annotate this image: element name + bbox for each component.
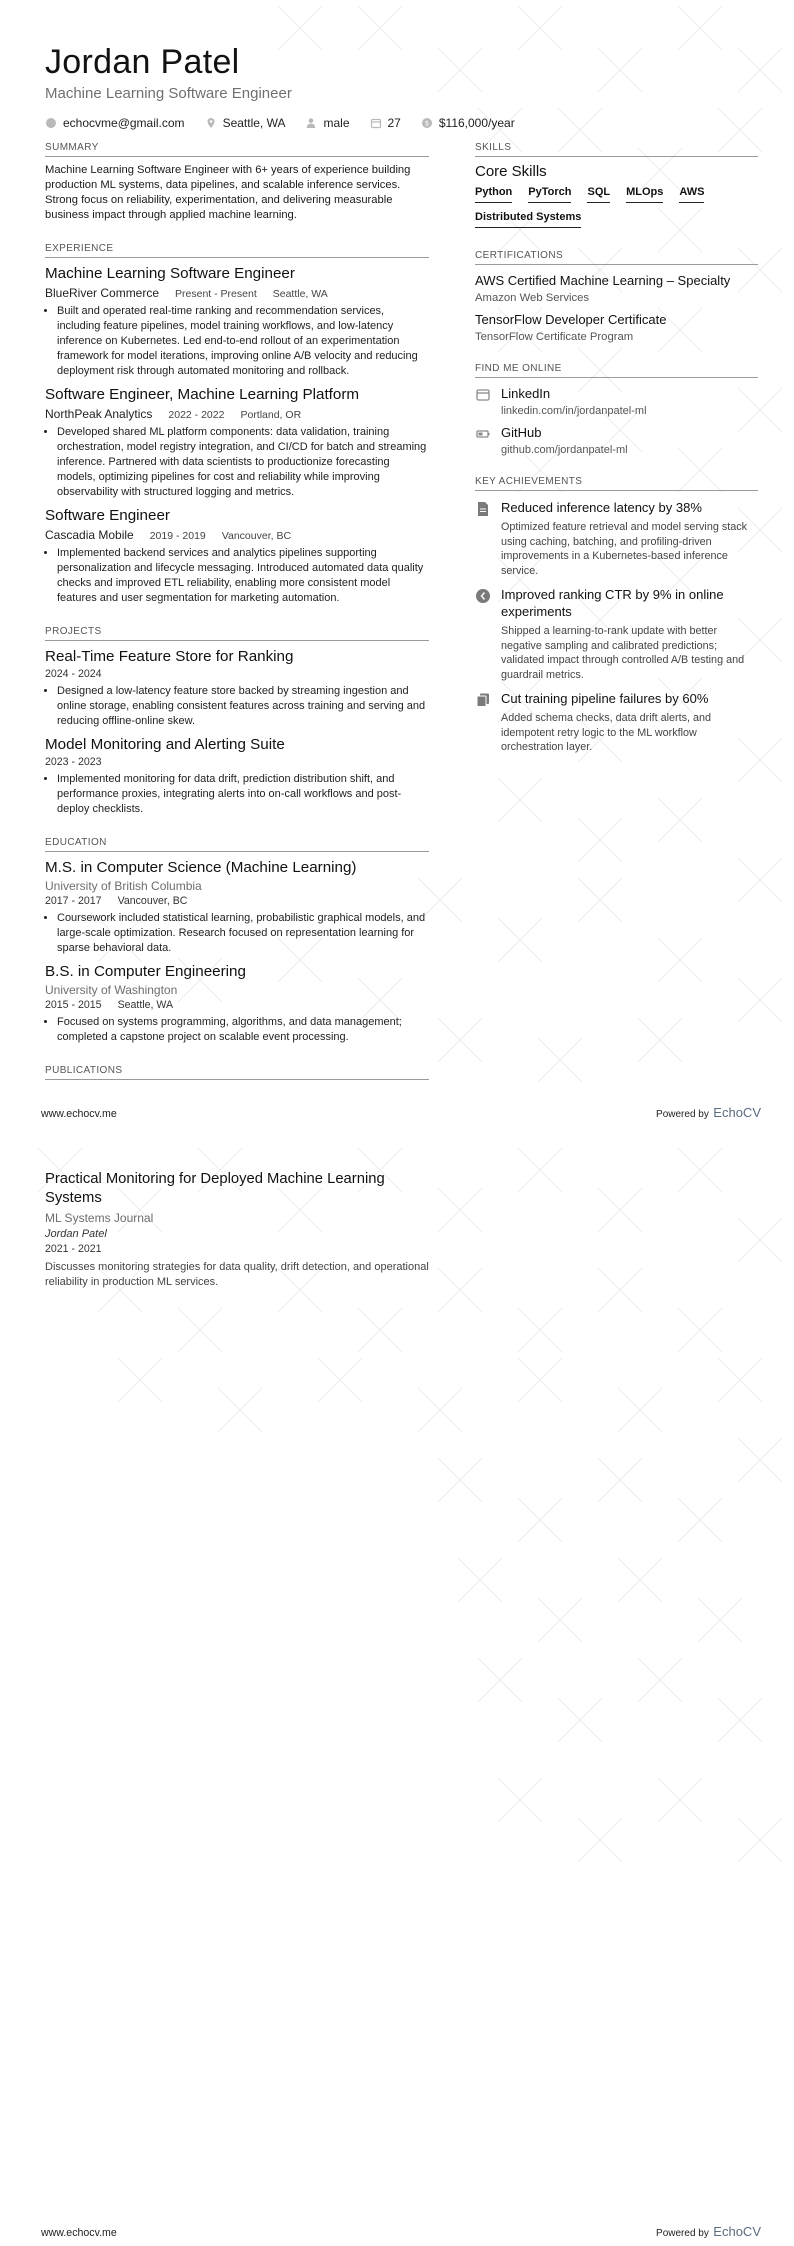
projects-heading: PROJECTS (45, 626, 429, 641)
calendar-icon (370, 117, 382, 129)
location-pin-icon (205, 117, 217, 129)
job-bullet: • Implemented backend services and analytics pipelines supporting personalization and lifecycle messaging. Introduced automated data quality checks and improved ETL reliability, enabling more consistent model features and user segmentation for marketing automation. (57, 546, 429, 606)
person-icon (305, 117, 317, 129)
online-github[interactable] (475, 425, 758, 456)
job-location: Vancouver, BC (221, 530, 292, 542)
experience-item (45, 385, 429, 500)
publication-description: Discusses monitoring strategies for data quality, drift detection, and operational reliability in production ML services. (45, 1261, 429, 1288)
achievements-heading: KEY ACHIEVEMENTS (475, 476, 758, 491)
job-meta (45, 528, 429, 542)
institution: University of Washington (45, 983, 178, 997)
contact-email[interactable]: echocvme@gmail.com (63, 116, 185, 130)
certification-item (475, 312, 758, 343)
achievement-item (475, 690, 758, 755)
publication-journal: ML Systems Journal (45, 1211, 154, 1225)
resume-header (45, 42, 755, 130)
job-title: Machine Learning Software Engineer (45, 265, 295, 282)
page-footer (41, 1104, 761, 1122)
project-bullet: • Implemented monitoring for data drift, prediction distribution shift, and performance proxies, integrating alerts into on-call workflows and post-deploy checklists. (57, 772, 429, 817)
education-dates: 2015 - 2015 (45, 999, 102, 1011)
linkedin-icon (475, 387, 491, 403)
job-title: Software Engineer (45, 507, 170, 524)
left-column (45, 142, 429, 1086)
education-heading: EDUCATION (45, 837, 429, 852)
skills-heading: SKILLS (475, 142, 758, 157)
job-company: NorthPeak Analytics (45, 407, 153, 421)
email-icon (45, 117, 57, 129)
experience-item (45, 264, 429, 379)
job-bullet: • Developed shared ML platform components: data validation, training orchestration, model registry integration, and CI/CD for batch and streaming inference. Partnered with data scientists to productionize forecasting models, optimizing pipelines for cost and reliability while improving observability with structured logging and metrics. (57, 425, 429, 500)
education-meta (45, 895, 429, 907)
copy-icon (475, 692, 491, 708)
job-dates: 2022 - 2022 (168, 409, 225, 421)
job-dates: Present - Present (175, 288, 257, 300)
online-name: LinkedIn (501, 386, 551, 401)
online-linkedin[interactable] (475, 386, 758, 417)
online-heading: FIND ME ONLINE (475, 363, 758, 378)
job-company: BlueRiver Commerce (45, 286, 160, 300)
salary-icon (421, 117, 433, 129)
badge-icon (475, 588, 491, 604)
contact-salary: $116,000/year (438, 116, 515, 130)
job-dates: 2019 - 2019 (149, 530, 206, 542)
document-icon (475, 501, 491, 517)
skills-subheading: Core Skills (475, 163, 547, 180)
footer-powered (656, 2223, 761, 2241)
online-url[interactable]: github.com/jordanpatel-ml (501, 444, 628, 456)
skill-tag: PyTorch (528, 186, 571, 203)
education-location: Vancouver, BC (117, 895, 188, 907)
footer-site-link[interactable]: www.echocv.me (41, 1108, 117, 1120)
education-dates: 2017 - 2017 (45, 895, 102, 907)
project-title: Real-Time Feature Store for Ranking (45, 648, 294, 665)
publication-item (45, 1170, 429, 1290)
contact-gender: male (323, 116, 350, 130)
skills-list (475, 186, 758, 228)
achievement-item (475, 586, 758, 682)
achievement-title: Reduced inference latency by 38% (501, 500, 702, 515)
project-item (45, 647, 429, 729)
experience-heading: EXPERIENCE (45, 243, 429, 258)
education-item (45, 962, 429, 1045)
education-bullet: • Focused on systems programming, algorithms, and data management; completed a capstone project on scalable event processing. (57, 1015, 429, 1045)
achievement-description: Optimized feature retrieval and model serving stack using caching, batching, and profiling-driven improvements in a Kubernetes-based inference service. (501, 521, 748, 577)
institution: University of British Columbia (45, 879, 202, 893)
degree-title: M.S. in Computer Science (Machine Learning) (45, 859, 357, 876)
project-title: Model Monitoring and Alerting Suite (45, 736, 285, 753)
powered-by-label: Powered by (656, 1109, 709, 1120)
project-dates: 2024 - 2024 (45, 668, 102, 680)
skill-tag: Python (475, 186, 512, 203)
certification-item (475, 273, 758, 304)
project-item (45, 735, 429, 817)
certification-name: AWS Certified Machine Learning – Specialty (475, 273, 731, 288)
certification-name: TensorFlow Developer Certificate (475, 312, 667, 327)
right-column (475, 142, 758, 755)
powered-by-label: Powered by (656, 2228, 709, 2239)
online-name: GitHub (501, 425, 542, 440)
job-location: Seattle, WA (272, 288, 328, 300)
page-footer (41, 2223, 761, 2241)
certification-issuer: Amazon Web Services (475, 292, 590, 304)
candidate-role: Machine Learning Software Engineer (45, 85, 292, 102)
publication-author: Jordan Patel (45, 1228, 107, 1240)
certifications-heading: CERTIFICATIONS (475, 250, 758, 265)
contact-row (45, 116, 755, 130)
footer-powered (656, 1104, 761, 1122)
online-url[interactable]: linkedin.com/in/jordanpatel-ml (501, 405, 647, 417)
github-icon (475, 426, 491, 442)
contact-location: Seattle, WA (222, 116, 286, 130)
project-bullet: • Designed a low-latency feature store backed by streaming ingestion and online storage, enabling consistent features across training and serving and reducing offline-online skew. (57, 684, 429, 729)
svg-text:$: $ (424, 119, 430, 128)
summary-heading: SUMMARY (45, 142, 429, 157)
project-dates: 2023 - 2023 (45, 756, 102, 768)
degree-title: B.S. in Computer Engineering (45, 963, 246, 980)
footer-site-link[interactable]: www.echocv.me (41, 2227, 117, 2239)
publication-dates: 2021 - 2021 (45, 1243, 102, 1255)
education-location: Seattle, WA (117, 999, 174, 1011)
achievement-description: Shipped a learning-to-rank update with better negative sampling and calibrated predictions; validated impact through controlled A/B testing and guardrail metrics. (501, 625, 745, 681)
education-bullet: • Coursework included statistical learning, probabilistic graphical models, and large-scale optimization. Research focused on representation learning for sparse behavioral data. (57, 911, 429, 956)
brand-logo[interactable]: EchoCV (713, 1105, 761, 1120)
job-title: Software Engineer, Machine Learning Platform (45, 386, 360, 403)
resume-page-2 (0, 1125, 794, 2246)
job-bullet: • Built and operated real-time ranking and recommendation services, including feature pipelines, model training workflows, and low-latency inference on Kubernetes. Led end-to-end rollout of an experimentation framework for model iterations, improving online A/B velocity and reducing deployment risk through automated monitoring and rollback. (57, 304, 429, 379)
achievement-item (475, 499, 758, 578)
skill-tag: Distributed Systems (475, 211, 581, 228)
brand-logo[interactable]: EchoCV (713, 2224, 761, 2239)
publications-heading: PUBLICATIONS (45, 1065, 429, 1080)
publication-title: Practical Monitoring for Deployed Machine Learning Systems (45, 1171, 385, 1206)
skill-tag: SQL (587, 186, 610, 203)
certification-issuer: TensorFlow Certificate Program (475, 331, 634, 343)
skill-tag: MLOps (626, 186, 663, 203)
achievement-title: Improved ranking CTR by 9% in online experiments (501, 587, 724, 619)
skill-tag: AWS (679, 186, 704, 203)
job-meta (45, 286, 429, 300)
education-meta (45, 999, 429, 1011)
achievement-description: Added schema checks, data drift alerts, and idempotent retry logic to the ML workflow orchestration layer. (501, 712, 712, 753)
achievement-title: Cut training pipeline failures by 60% (501, 691, 709, 706)
contact-age: 27 (387, 116, 401, 130)
job-company: Cascadia Mobile (45, 528, 134, 542)
job-location: Portland, OR (240, 409, 302, 421)
candidate-name: Jordan Patel (45, 43, 240, 81)
job-meta (45, 407, 429, 421)
summary-text: Machine Learning Software Engineer with 6+ years of experience building production ML systems, data pipelines, and scalable inference services. Strong focus on reliability, experimentation, and delivering measurable business impact through applied machine learning. (45, 164, 411, 221)
education-item (45, 858, 429, 956)
experience-item (45, 506, 429, 606)
